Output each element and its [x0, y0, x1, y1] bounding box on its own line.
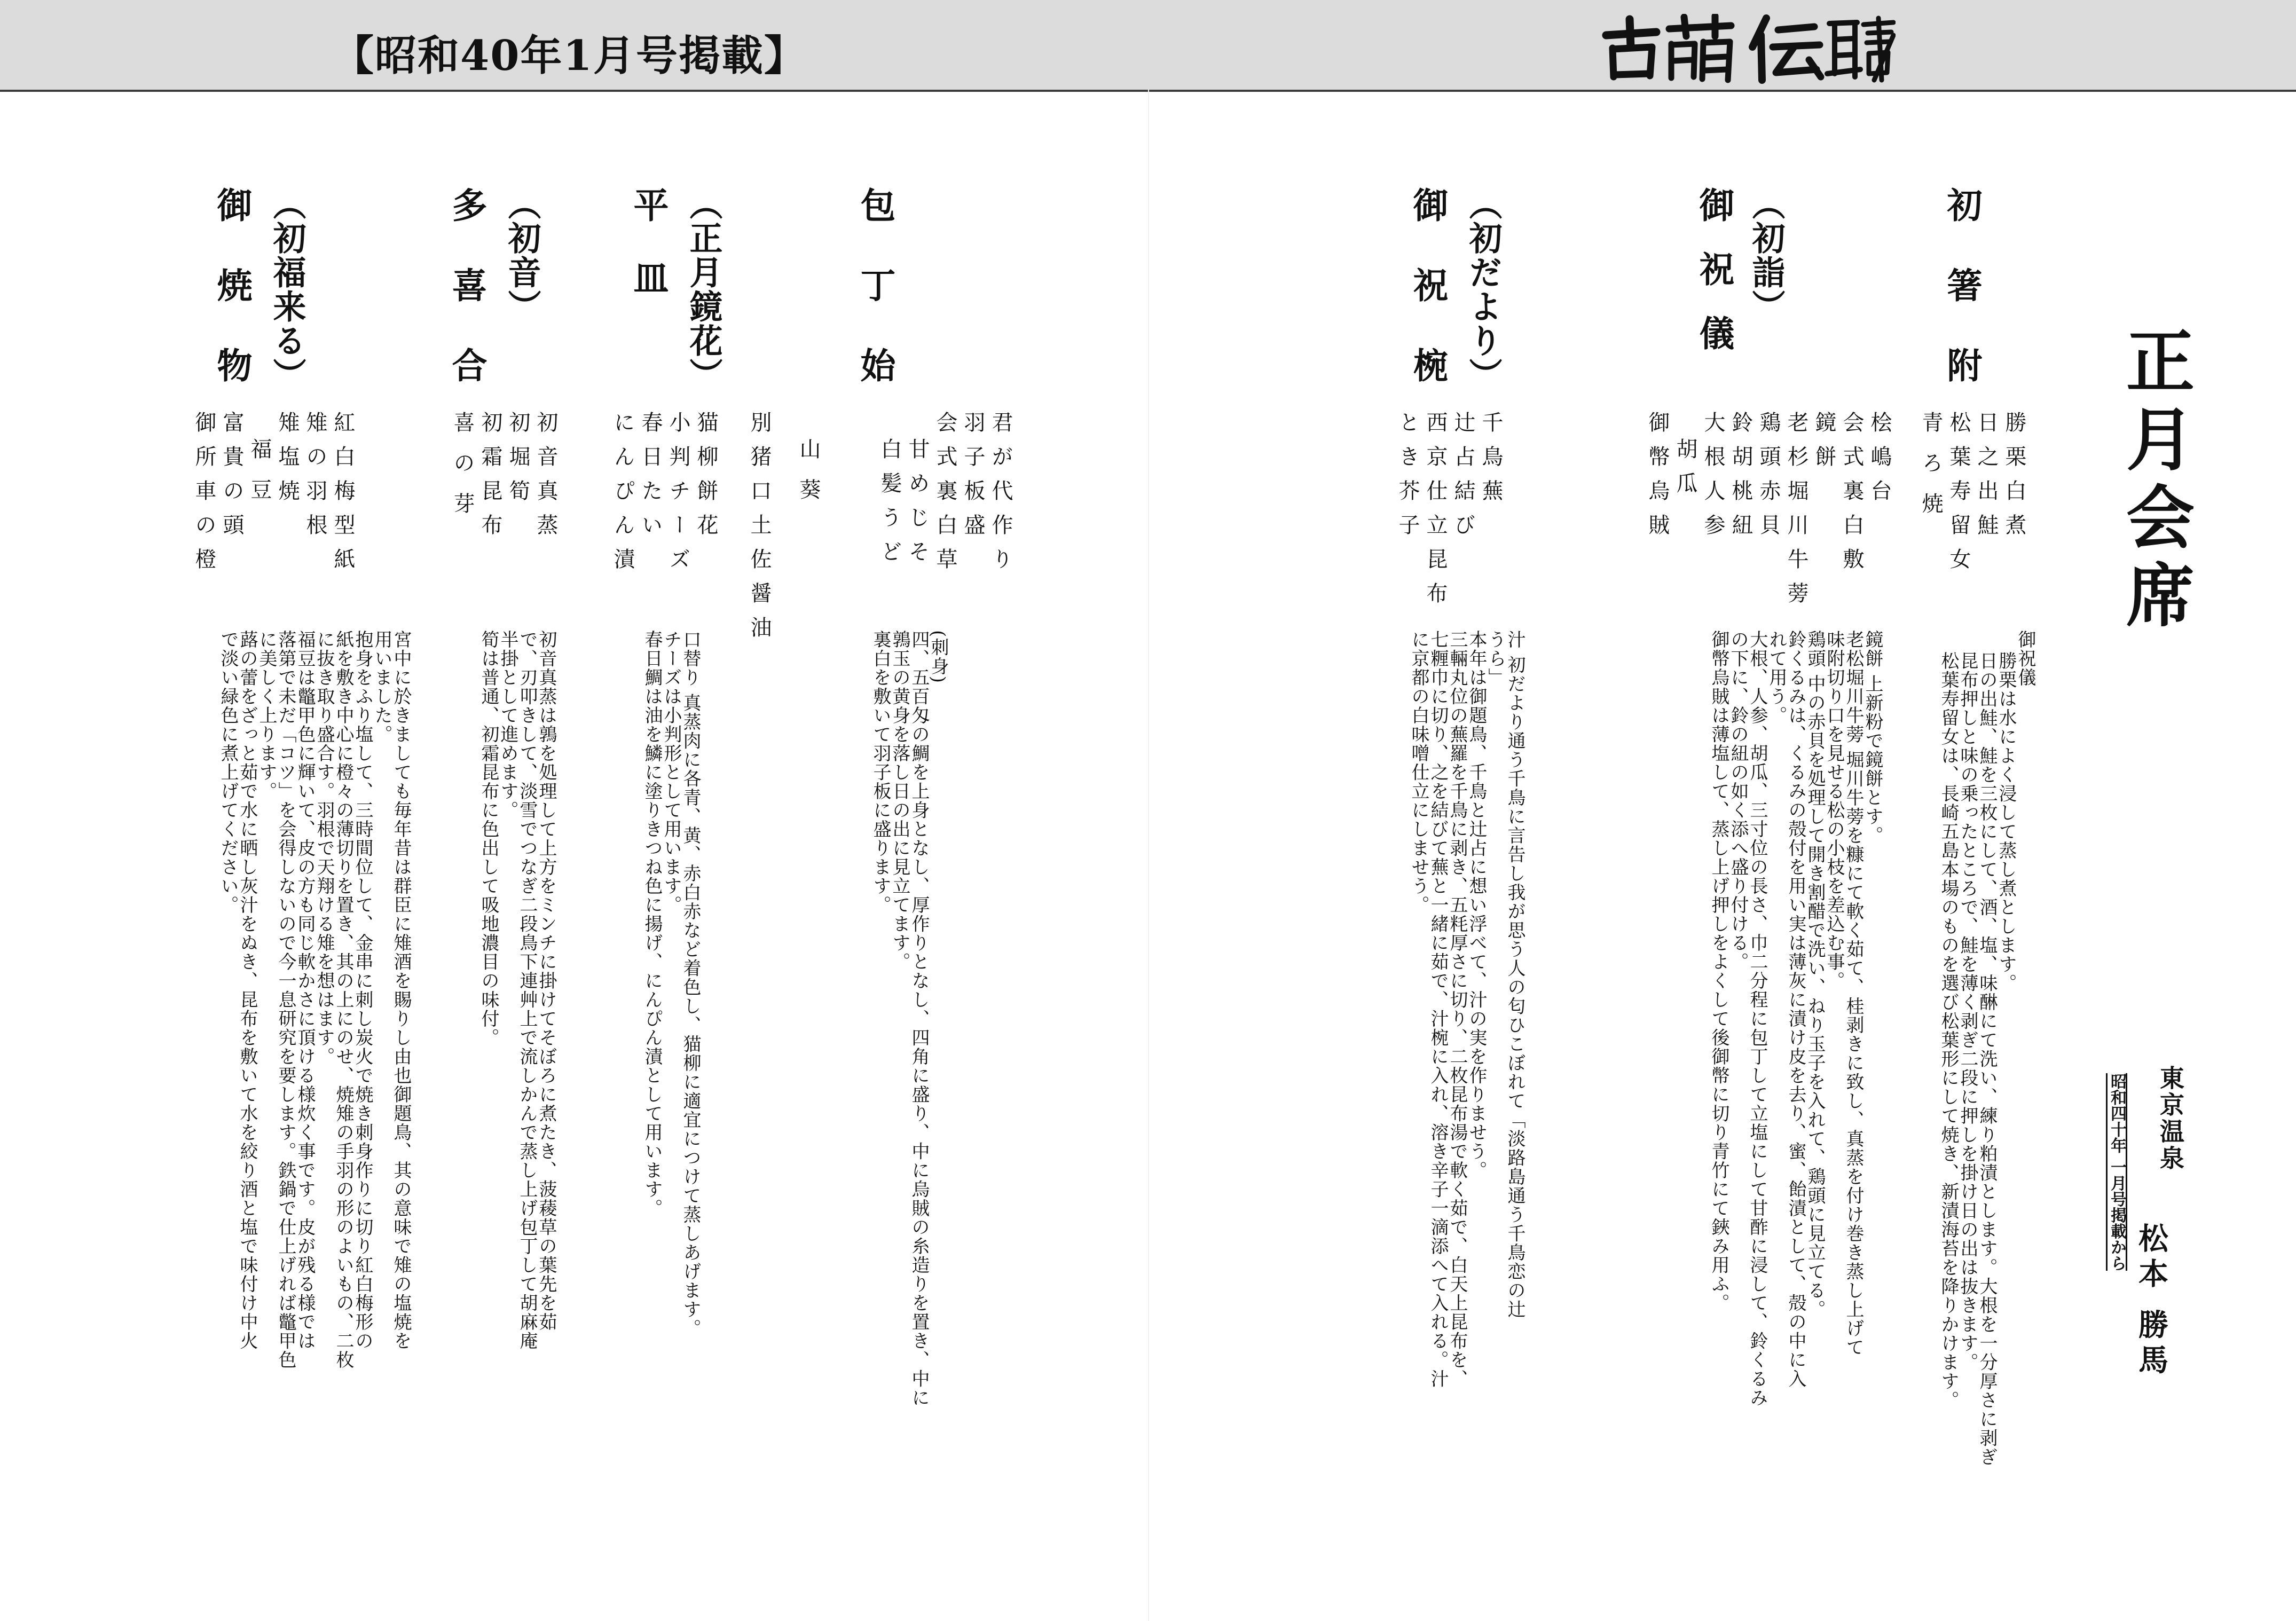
note-line: 落第で未だ「コツ」を会得しないので今一息研究を要します。鉄鍋で仕上げれば鼈甲色 [275, 630, 296, 1370]
section-heading: 御焼物 [211, 187, 252, 427]
note-line: に美しく上ります。 [256, 630, 277, 801]
note-line: 口替り 真蒸肉に各青、黄、赤白赤など着色し、猫柳に適宜につけて蒸しあげます。 [680, 630, 701, 1338]
note-line: に抜き取り盛合す。羽根で天翔ける雉を想はます。 [313, 630, 335, 1066]
dish-item: 千鳥蕪 [1479, 411, 1503, 514]
author-location: 東京温泉 [2156, 1065, 2185, 1172]
section-heading: 御祝儀 [1693, 187, 1734, 379]
section-subtitle: （初だより） [1464, 187, 1503, 392]
dish-item: 日之出鮭 [1974, 411, 1999, 548]
note-line: 鈴くるみは、くるみの殻付を用い実は薄灰に漬け皮を去り、蜜、飴漬として、殻の中に入 [1785, 630, 1806, 1388]
note-line: で淡い緑色に煮上げてください。 [217, 630, 239, 915]
note-line: 四、五百匁の鯛を上身となし、厚作りとなし、四角に盛り、中に烏賊の糸造りを置き、中に [908, 630, 930, 1407]
dish-item: 御幣烏賊 [1645, 411, 1670, 548]
dish-item: 小判チーズ [666, 411, 690, 582]
dish-item: 勝栗白煮 [2002, 411, 2026, 548]
section-subtitle: （初音） [502, 187, 541, 324]
dish-item: 会式裏白敷 [1839, 411, 1864, 582]
note-line: で、刃叩きして、淡雪でつなぎ二段鳥下連艸上で流しかんで蒸し上げ包丁して胡麻庵 [516, 630, 538, 1350]
author-source: 昭和四十年 一月号掲載から [2106, 1073, 2127, 1271]
note-line: 老松堀川牛蒡 堀川牛蒡を糠にて軟く茹て、桂剥きに致し、真蒸を付け巻き蒸し上げて [1843, 630, 1864, 1357]
dish-item: 山葵 [796, 438, 821, 519]
dish-item: 羽子板盛 [961, 411, 985, 548]
note-line: 味附切り口を見せる松の小枝を差込む事。 [1823, 630, 1845, 990]
note-line: 大根、人参、胡瓜、三寸位の長さ、巾二分程に包丁して立塩にして甘酢に浸して、鈴くるみ [1747, 630, 1768, 1407]
note-line: 御祝儀 [2015, 630, 2036, 687]
note-line: 裏白を敷いて羽子板に盛ります。 [870, 630, 891, 915]
note-line: 半掛として進めます。 [497, 630, 518, 820]
note-line: 汁 初だより通う千鳥に言告し我が思う人の匂ひこぼれて「淡路島通う千鳥恋の辻 [1504, 630, 1526, 1319]
note-line: 用いました。 [371, 630, 392, 744]
dish-item: 松葉寿留女 [1946, 411, 1971, 582]
note-line: の下に、鈴の紐の如く添へ盛り付ける。 [1727, 630, 1749, 971]
note-line: 紙を敷き中心に橙々の薄切りを置き、其の上にのせ、焼雉の手羽の形のよいもの、二枚 [333, 630, 354, 1370]
dish-item: 青ろ焼 [1918, 411, 1943, 533]
dish-item: 白髪うど [877, 438, 902, 575]
dish-item: 初堀筍 [506, 411, 530, 514]
logo-calligraphy [1597, 14, 1896, 84]
dish-item: 胡瓜 [1673, 438, 1697, 506]
dish-item: とき芥子 [1395, 411, 1420, 548]
note-line: 勝栗は水によく浸して蒸し煮とします。 [1995, 651, 2017, 993]
note-line: うら」 [1485, 630, 1506, 687]
dish-item: 鶏頭赤貝 [1756, 411, 1781, 548]
issue-label: 【昭和40年1月号掲載】 [332, 32, 807, 80]
dish-item: 喜の芽 [450, 411, 475, 533]
author-name: 松本 勝馬 [2134, 1223, 2168, 1380]
note-line: 初音真蒸は鶉を処理して上方をミンチに掛けてそぼろに煮たき、菠薐草の葉先を茹 [536, 630, 557, 1332]
dish-item: 初音真蒸 [533, 411, 558, 548]
dish-item: 春日たい [638, 411, 663, 548]
note-line: 宮中に於きましても毎年昔は群臣に雉酒を賜りし由也御題鳥、其の意味で雉の塩焼を [390, 630, 412, 1350]
note-line: 七糎巾に切り、之を結びて蕪と一緒に茹で、汁椀に入れ、溶き辛子一滴添へて入れる。汁 [1427, 630, 1449, 1388]
dish-item: 初霜昆布 [478, 411, 502, 548]
section-heading: 平皿 [627, 187, 669, 332]
logo [1597, 14, 1896, 84]
page-title: 正月会席 [2114, 326, 2194, 638]
dish-item: 猫柳餅花 [694, 411, 718, 548]
section-heading: 初箸附 [1941, 187, 1982, 427]
dish-item: 雉の羽根 [303, 411, 327, 548]
dish-item: 鏡餅 [1812, 411, 1836, 479]
dish-item: 甘めじそ [905, 438, 930, 575]
dish-item: 辻占結び [1451, 411, 1475, 548]
note-line: 蕗の蕾をざっと茹で水に晒し灰汁をぬき、昆布を敷いて水を絞り酒と塩で味付け中火 [237, 630, 258, 1350]
note-line: 福豆は鼈甲色に輝いて、皮の方も同じ軟かさに頂ける様炊く事です。皮が残る様では [294, 630, 316, 1350]
dish-item: 会式裏白草 [933, 411, 957, 582]
note-line: 筍は普通、初霜昆布に色出して吸地濃目の味付。 [478, 630, 499, 1047]
dish-item: 鈴胡桃紐 [1728, 411, 1753, 548]
note-line: (刺身) [927, 630, 949, 684]
dish-item: 桧嶋台 [1867, 411, 1892, 514]
page-gutter [1148, 90, 1149, 1621]
dish-item: 紅白梅型紙 [331, 411, 355, 582]
note-line: 抱身をふり塩して、三時間位して、金串に刺し炭火で焼き刺身作りに切り紅白梅形の [352, 630, 373, 1350]
note-line: 昆布押しと味の乗ったところで、鮭を薄く剥ぎ二段に押しを掛け日の出は抜きます。 [1957, 651, 1978, 1372]
section-heading: 御祝椀 [1407, 187, 1448, 427]
note-line: 鶏頭 中の赤貝を処理して開き割醋で洗い、ねり玉子を入れて、鶏頭に見立てる。 [1804, 630, 1826, 1319]
note-line: れて用う。 [1766, 630, 1787, 725]
dish-item: 福豆 [247, 438, 272, 519]
section-heading: 多喜合 [446, 187, 487, 427]
note-line: 日の出鮭、鮭を三枚にして、酒、塩、味醂にて洗い、練り粕漬とします。大根を一分厚さに剥ぎ [1976, 651, 1998, 1467]
dish-item: 雉塩焼 [275, 411, 300, 514]
section-subtitle: （正月鏡花） [684, 187, 723, 392]
header-band [0, 0, 2296, 92]
note-line: 本年は御題鳥、千鳥と辻占に想い浮べて、汁の実を作りませう。 [1466, 630, 1487, 1180]
note-line: に京都の白味噌仕立にしませう。 [1408, 630, 1429, 915]
dish-item: 老杉堀川牛蒡 [1784, 411, 1809, 616]
note-line: チーズは小判形として用います。 [661, 630, 682, 915]
dish-item: 大根人参 [1701, 411, 1725, 548]
note-line: 松葉寿留女は、長崎五島本場のものを選び松葉形にして焼き、新漬海苔を降りかけます。 [1938, 651, 1959, 1410]
section-subtitle: （初福来る） [268, 187, 306, 392]
dish-item: 君が代作り [988, 411, 1013, 582]
section-heading: 包丁始 [854, 187, 895, 427]
section-subtitle: （初詣） [1747, 187, 1786, 324]
dish-item: 御所車の橙 [192, 411, 216, 582]
note-line: 春日鯛は油を鱗に塗りきつね色に揚げ、にんぴん漬として用います。 [641, 630, 663, 1218]
dish-item: にんぴん漬 [610, 411, 635, 582]
note-line: 三輛丸位の蕪羅を千鳥に剥き、五粍厚さに切り、二枚昆布湯で軟く茹で、白天上昆布を、 [1446, 630, 1468, 1388]
dish-item: 西京仕立昆布 [1423, 411, 1448, 616]
note-line: 御幣烏賊は薄塩して、蒸し上げ押しをよくして後御幣に切り青竹にて鋏み用ふ。 [1708, 630, 1729, 1312]
note-line: 鏡餅 上新粉で鏡餅とす。 [1862, 630, 1883, 845]
note-line: 鶉玉の黄身を落し日の出に見立てます。 [889, 630, 910, 971]
dish-item: 別猪口土佐醤油 [747, 411, 772, 650]
dish-item: 富貴の頭 [219, 411, 244, 548]
